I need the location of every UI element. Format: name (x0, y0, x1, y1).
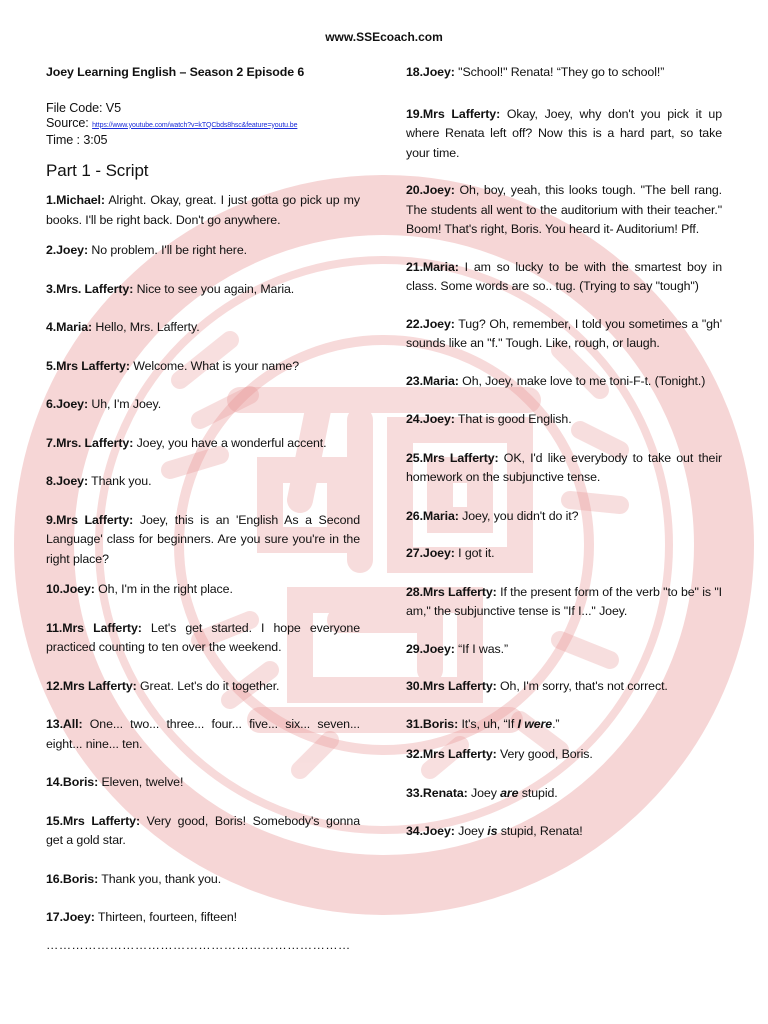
script-line (46, 812, 360, 851)
dialogue-text: That is good English. (454, 412, 572, 426)
dialogue-text: Oh, I'm in the right place. (94, 582, 233, 596)
dialogue-text: Tug? Oh, remember, I told you sometimes a "gh' sounds like an "f." Tough. Like, rough, or laugh. (406, 316, 722, 350)
dialogue-text: Alright. Okay, great. I just gotta go pick up my books. I'll be right back. Don't go anywhere. (46, 193, 360, 227)
script-line (406, 410, 722, 430)
script-line (406, 258, 722, 297)
speaker-label: 34.Joey: (406, 824, 455, 838)
speaker-label: 28.Mrs Lafferty: (406, 584, 497, 599)
script-lines-right (406, 63, 722, 842)
speaker-label: 20.Joey: (406, 183, 455, 197)
script-line (46, 715, 360, 754)
dialogue-text: Very good, Boris. (496, 747, 593, 761)
script-line (406, 715, 722, 735)
document-title: Joey Learning English – Season 2 Episode 6 (46, 65, 305, 79)
dialogue-text: One... two... three... four... five... six... seven... eight... nine... ten. (46, 717, 360, 751)
script-line (46, 241, 360, 261)
script-line (406, 583, 722, 622)
speaker-label: 2.Joey: (46, 243, 89, 257)
speaker-label: 18.Joey: (406, 65, 455, 79)
speaker-label: 25.Mrs Lafferty: (406, 450, 499, 465)
dialogue-text: Thank you. (88, 474, 152, 488)
speaker-label: 31.Boris: (406, 716, 459, 731)
dialogue-text: Let's get started. I hope everyone practiced counting to ten over the weekend. (46, 620, 360, 654)
speaker-label: 22.Joey: (406, 316, 455, 331)
dialogue-text: Okay, Joey, why don't you pick it up where Renata left off? Now this is a hard part, so take your time. (406, 106, 723, 160)
script-line (46, 434, 360, 454)
speaker-label: 23.Maria: (406, 373, 459, 388)
dialogue-text: Eleven, twelve! (98, 775, 184, 789)
speaker-label: 27.Joey: (406, 546, 455, 560)
dialogue-text: I got it. (454, 546, 495, 560)
script-line (46, 280, 360, 300)
script-line (46, 395, 360, 415)
speaker-label: 5.Mrs Lafferty: (46, 358, 130, 373)
speaker-label: 9.Mrs Lafferty: (46, 512, 134, 527)
speaker-label: 17.Joey: (46, 910, 95, 924)
dialogue-text: Nice to see you again, Maria. (133, 281, 295, 296)
emphasis-text: are (500, 785, 519, 800)
dialogue-text: Oh, I'm sorry, that's not correct. (496, 679, 668, 693)
speaker-label: 3.Mrs. Lafferty: (46, 281, 134, 296)
speaker-label: 10.Joey: (46, 582, 95, 596)
dialogue-text: "School!" Renata! “They go to school!” (454, 65, 665, 79)
dialogue-text: Oh, boy, yeah, this looks tough. "The bell rang. The students all went to the auditorium with their teacher." Boom! That's right, Boris. You heard it- Auditorium! Pff. (406, 183, 722, 236)
dialogue-text: Welcome. What is your name? (129, 358, 300, 373)
emphasis-text: I were (517, 716, 553, 731)
speaker-label: 16.Boris: (46, 871, 99, 886)
script-line (46, 677, 360, 697)
continuation-dots: ……………………………………………………………… (46, 937, 351, 952)
dialogue-text: No problem. I'll be right here. (88, 243, 247, 257)
script-line (46, 472, 360, 492)
speaker-label: 26.Maria: (406, 508, 459, 523)
dialogue-text: Very good, Boris! Somebody's gonna get a gold star. (46, 813, 360, 847)
script-line (406, 544, 722, 564)
script-lines-left (46, 191, 360, 928)
dialogue-text: Uh, I'm Joey. (88, 397, 162, 411)
dialogue-text: Joey (467, 785, 501, 800)
speaker-label: 32.Mrs Lafferty: (406, 747, 497, 761)
speaker-label: 24.Joey: (406, 412, 455, 426)
script-line (406, 745, 722, 765)
script-line (46, 580, 360, 600)
script-line (46, 619, 360, 658)
speaker-label: 19.Mrs Lafferty: (406, 106, 501, 121)
speaker-label: 8.Joey: (46, 474, 89, 488)
dialogue-text: Great. Let's do it together. (136, 678, 280, 693)
dialogue-text-tail: stupid. (518, 785, 558, 800)
dialogue-text: Joey, this is an 'English As a Second Language' class for beginners. Are you sure you're in the right place? (46, 512, 360, 566)
script-line (46, 908, 360, 928)
script-line (406, 315, 722, 354)
script-line (406, 63, 722, 83)
dialogue-text: Hello, Mrs. Lafferty. (92, 320, 200, 334)
file-code: File Code: V5 (46, 100, 122, 115)
script-line (46, 773, 360, 793)
dialogue-text: I am so lucky to be with the smartest boy in class. Some words are so.. tug. (Trying to say "tough") (406, 259, 722, 293)
speaker-label: 13.All: (46, 717, 83, 731)
dialogue-text: Joey (454, 824, 488, 838)
speaker-label: 21.Maria: (406, 259, 459, 274)
speaker-label: 12.Mrs Lafferty: (46, 678, 137, 693)
speaker-label: 33.Renata: (406, 785, 468, 800)
part-heading: Part 1 - Script (46, 160, 149, 180)
script-line (406, 181, 722, 240)
speaker-label: 4.Maria: (46, 320, 93, 334)
script-line (46, 357, 360, 377)
duration: Time : 3:05 (46, 132, 108, 147)
script-line (406, 449, 722, 488)
source-line (46, 116, 360, 133)
dialogue-text: It's, uh, “If (458, 716, 518, 731)
speaker-label: 29.Joey: (406, 641, 455, 656)
speaker-label: 15.Mrs Lafferty: (46, 813, 140, 828)
script-line (406, 372, 722, 392)
dialogue-text: OK, I'd like everybody to take out their homework on the subjunctive tense. (406, 450, 722, 484)
speaker-label: 14.Boris: (46, 775, 99, 789)
script-line (46, 511, 360, 570)
script-line (46, 318, 360, 338)
speaker-label: 1.Michael: (46, 193, 105, 207)
right-column (406, 63, 722, 842)
script-line (406, 677, 722, 697)
emphasis-text: is (487, 824, 498, 838)
script-line (406, 784, 722, 804)
dialogue-text: If the present form of the verb "to be" is "I am," the subjunctive tense is "If I..." Joey. (406, 584, 722, 618)
script-line (406, 822, 722, 842)
dialogue-text: “If I was.” (454, 641, 508, 656)
site-header[interactable]: www.SSEcoach.com (325, 30, 443, 44)
speaker-label: 11.Mrs Lafferty: (46, 620, 142, 635)
dialogue-text-tail: stupid, Renata! (497, 824, 583, 838)
script-line (406, 640, 722, 660)
speaker-label: 7.Mrs. Lafferty: (46, 435, 134, 450)
dialogue-text-tail: .” (552, 716, 560, 731)
speaker-label: 30.Mrs Lafferty: (406, 679, 497, 693)
script-line (46, 870, 360, 890)
dialogue-text: Oh, Joey, make love to me toni-F-t. (Tonight.) (458, 373, 706, 388)
dialogue-text: Joey, you didn't do it? (458, 508, 579, 523)
dialogue-text: Thirteen, fourteen, fifteen! (94, 910, 238, 924)
script-line (406, 507, 722, 527)
script-line (406, 105, 722, 164)
left-column (46, 63, 360, 955)
source-label: Source: (46, 115, 89, 130)
dialogue-text: Joey, you have a wonderful accent. (133, 435, 327, 450)
dialogue-text: Thank you, thank you. (98, 871, 222, 886)
script-line (46, 191, 360, 230)
source-link[interactable]: https://www.youtube.com/watch?v=kTQCbds8hsc&feature=youtu.be (92, 121, 298, 129)
speaker-label: 6.Joey: (46, 397, 89, 411)
